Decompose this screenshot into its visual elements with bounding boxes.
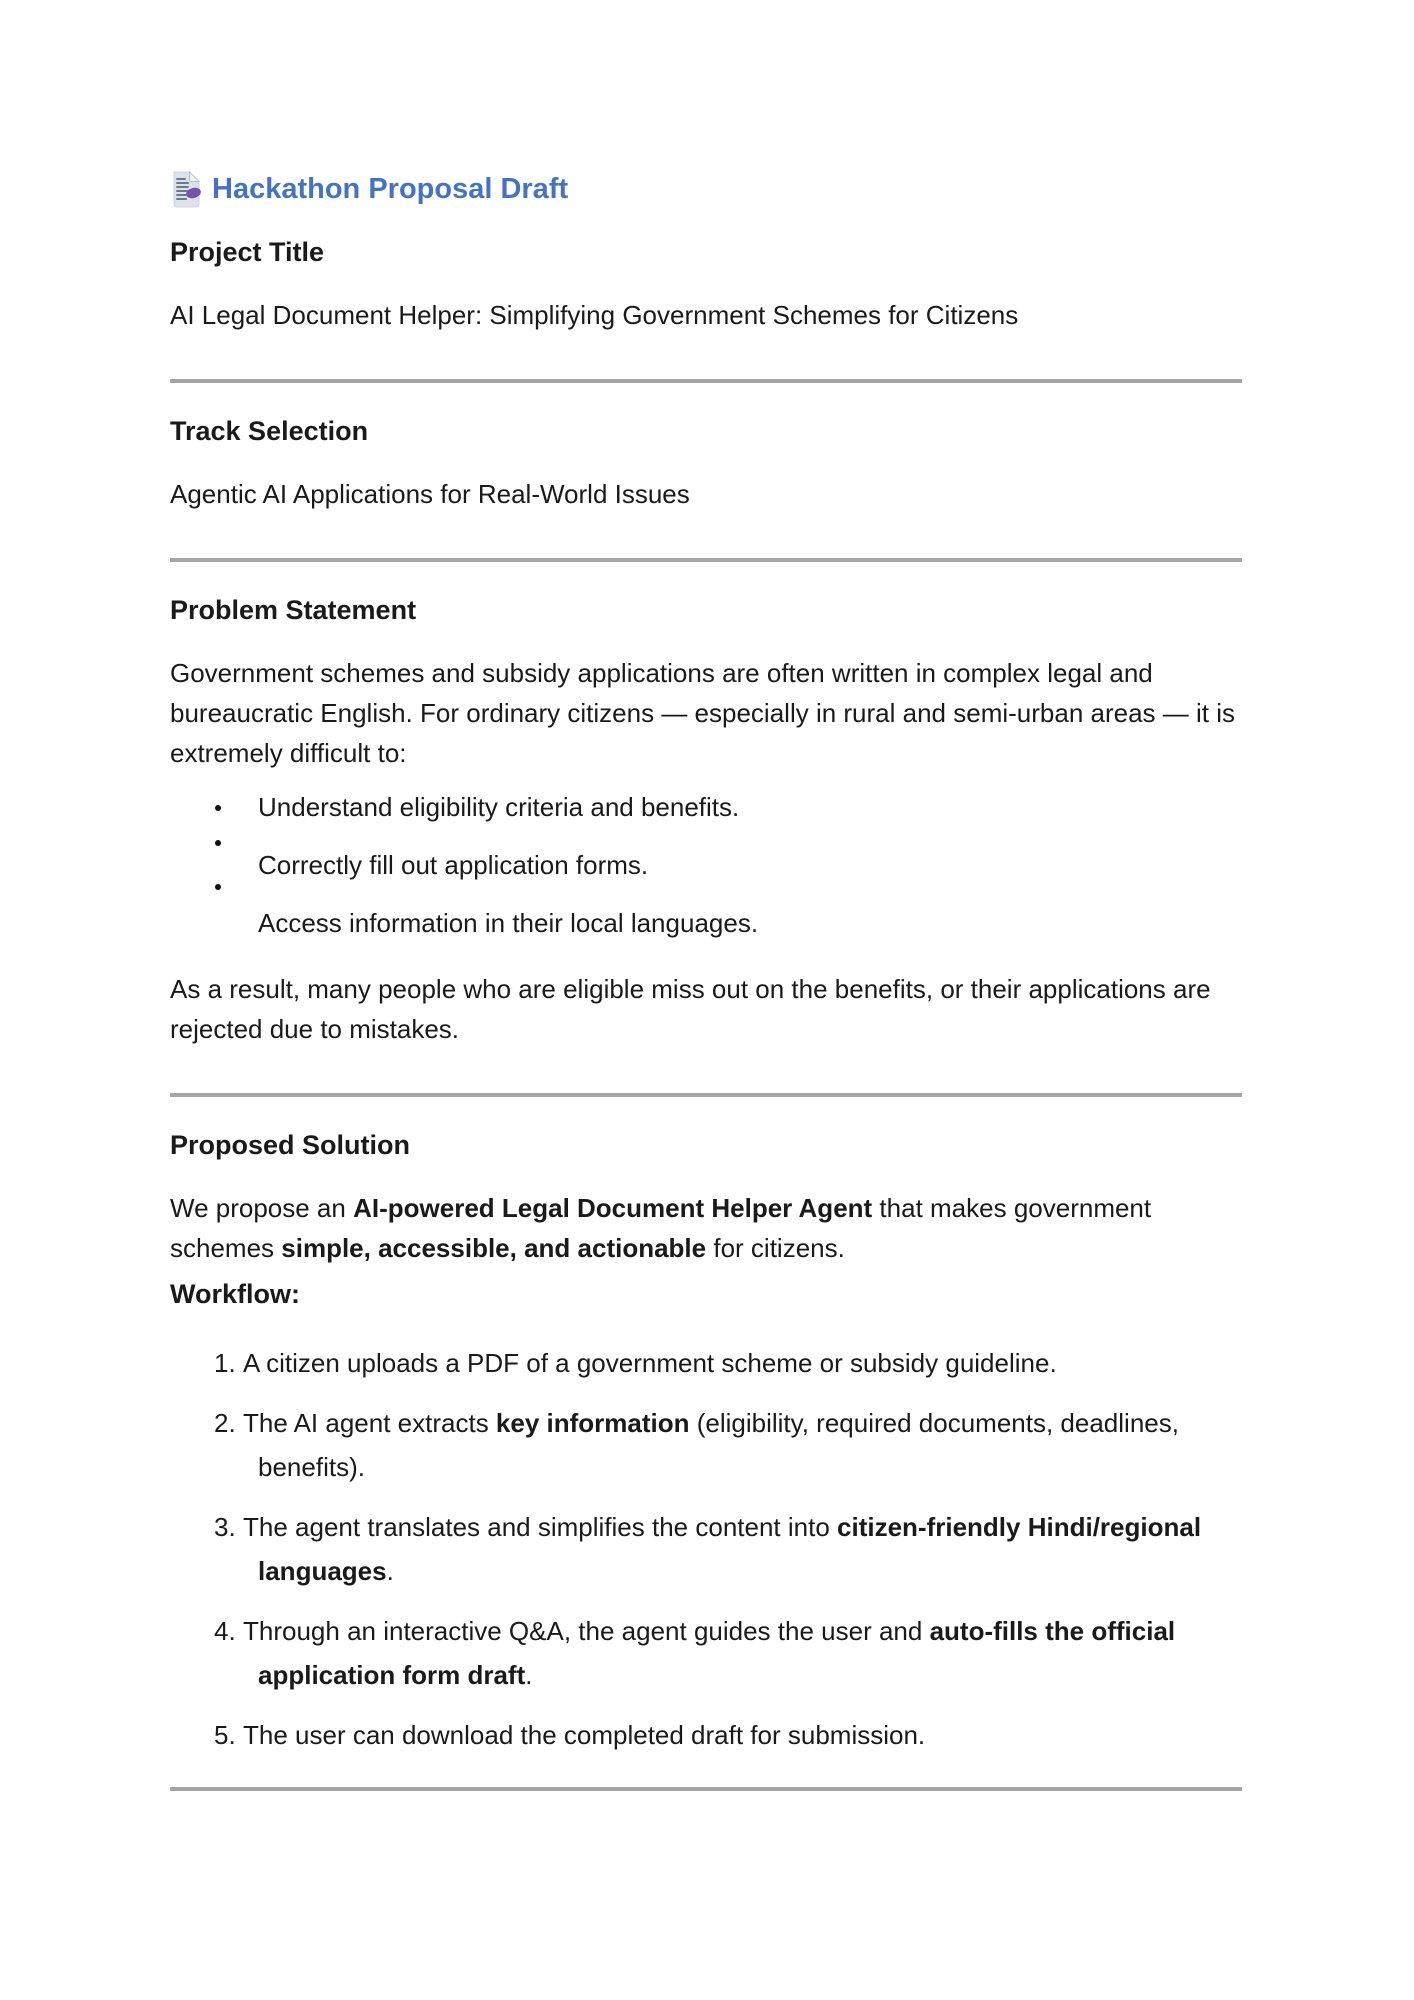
bullet-dot-icon bbox=[215, 840, 221, 846]
document-content bbox=[170, 0, 1242, 1791]
bullet-text: Access information in their local languages. bbox=[258, 908, 759, 938]
step-number: 5. bbox=[214, 1720, 236, 1750]
step-bold-text: key information bbox=[495, 1408, 690, 1438]
track-selection-text: Agentic AI Applications for Real-World Issues bbox=[170, 479, 690, 509]
heading-track-selection: Track Selection bbox=[170, 416, 369, 446]
heading-problem-statement: Problem Statement bbox=[170, 595, 417, 625]
list-item bbox=[170, 903, 1242, 943]
step-text: (eligibility, required documents, deadlines, benefits). bbox=[258, 1408, 1179, 1482]
step-number: 2. bbox=[214, 1408, 236, 1438]
step-bold-text: auto-fills the official application form draft bbox=[258, 1616, 1176, 1690]
intro-bold-segment: AI-powered Legal Document Helper Agent bbox=[353, 1193, 873, 1223]
intro-segment: that makes government schemes bbox=[170, 1193, 1152, 1263]
list-item bbox=[170, 1341, 1242, 1385]
section-divider bbox=[170, 1787, 1242, 1791]
section-divider bbox=[170, 558, 1242, 562]
intro-segment: for citizens. bbox=[706, 1233, 845, 1263]
step-bold-text: citizen-friendly Hindi/regional languages bbox=[258, 1512, 1202, 1586]
workflow-label: Workflow: bbox=[170, 1279, 300, 1309]
page-title: Hackathon Proposal Draft bbox=[212, 173, 569, 205]
step-text: The agent translates and simplifies the content into bbox=[243, 1512, 838, 1542]
step-number: 1. bbox=[214, 1348, 236, 1378]
problem-statement-outro: As a result, many people who are eligible miss out on the benefits, or their applications are rejected due to mistakes. bbox=[170, 974, 1211, 1044]
step-text: The AI agent extracts bbox=[243, 1408, 496, 1438]
step-text: The user can download the completed draft for submission. bbox=[243, 1720, 926, 1750]
document-page-icon bbox=[170, 170, 203, 208]
heading-proposed-solution: Proposed Solution bbox=[170, 1130, 410, 1160]
section-divider bbox=[170, 1093, 1242, 1097]
problem-statement-intro: Government schemes and subsidy applications are often written in complex legal and bureaucratic English. For ordinary citizens — especially in rural and semi-urban areas — it is extremely difficult to: bbox=[170, 658, 1235, 768]
step-text: . bbox=[525, 1660, 533, 1690]
project-title-text: AI Legal Document Helper: Simplifying Government Schemes for Citizens bbox=[170, 300, 1019, 330]
list-item bbox=[170, 1609, 1242, 1697]
workflow-step-list bbox=[170, 1341, 1242, 1757]
intro-bold-segment: simple, accessible, and actionable bbox=[281, 1233, 707, 1263]
list-item bbox=[170, 1401, 1242, 1489]
bullet-dot-icon bbox=[215, 805, 221, 811]
problem-bullet-list bbox=[170, 787, 1242, 943]
step-text: A citizen uploads a PDF of a government scheme or subsidy guideline. bbox=[243, 1348, 1057, 1378]
section-divider bbox=[170, 379, 1242, 383]
list-item bbox=[170, 1505, 1242, 1593]
list-item bbox=[170, 1713, 1242, 1757]
step-text: Through an interactive Q&A, the agent guides the user and bbox=[243, 1616, 930, 1646]
step-text: . bbox=[386, 1556, 394, 1586]
step-number: 3. bbox=[214, 1512, 236, 1542]
heading-project-title: Project Title bbox=[170, 237, 325, 267]
list-item bbox=[170, 787, 1242, 827]
list-item bbox=[170, 845, 1242, 885]
doc-title-row bbox=[170, 170, 1242, 208]
proposed-solution-intro bbox=[170, 1188, 1242, 1268]
step-number: 4. bbox=[214, 1616, 236, 1646]
bullet-dot-icon bbox=[215, 884, 221, 890]
intro-segment: We propose an bbox=[170, 1193, 354, 1223]
bullet-text: Understand eligibility criteria and benefits. bbox=[258, 792, 740, 822]
bullet-text: Correctly fill out application forms. bbox=[258, 850, 649, 880]
